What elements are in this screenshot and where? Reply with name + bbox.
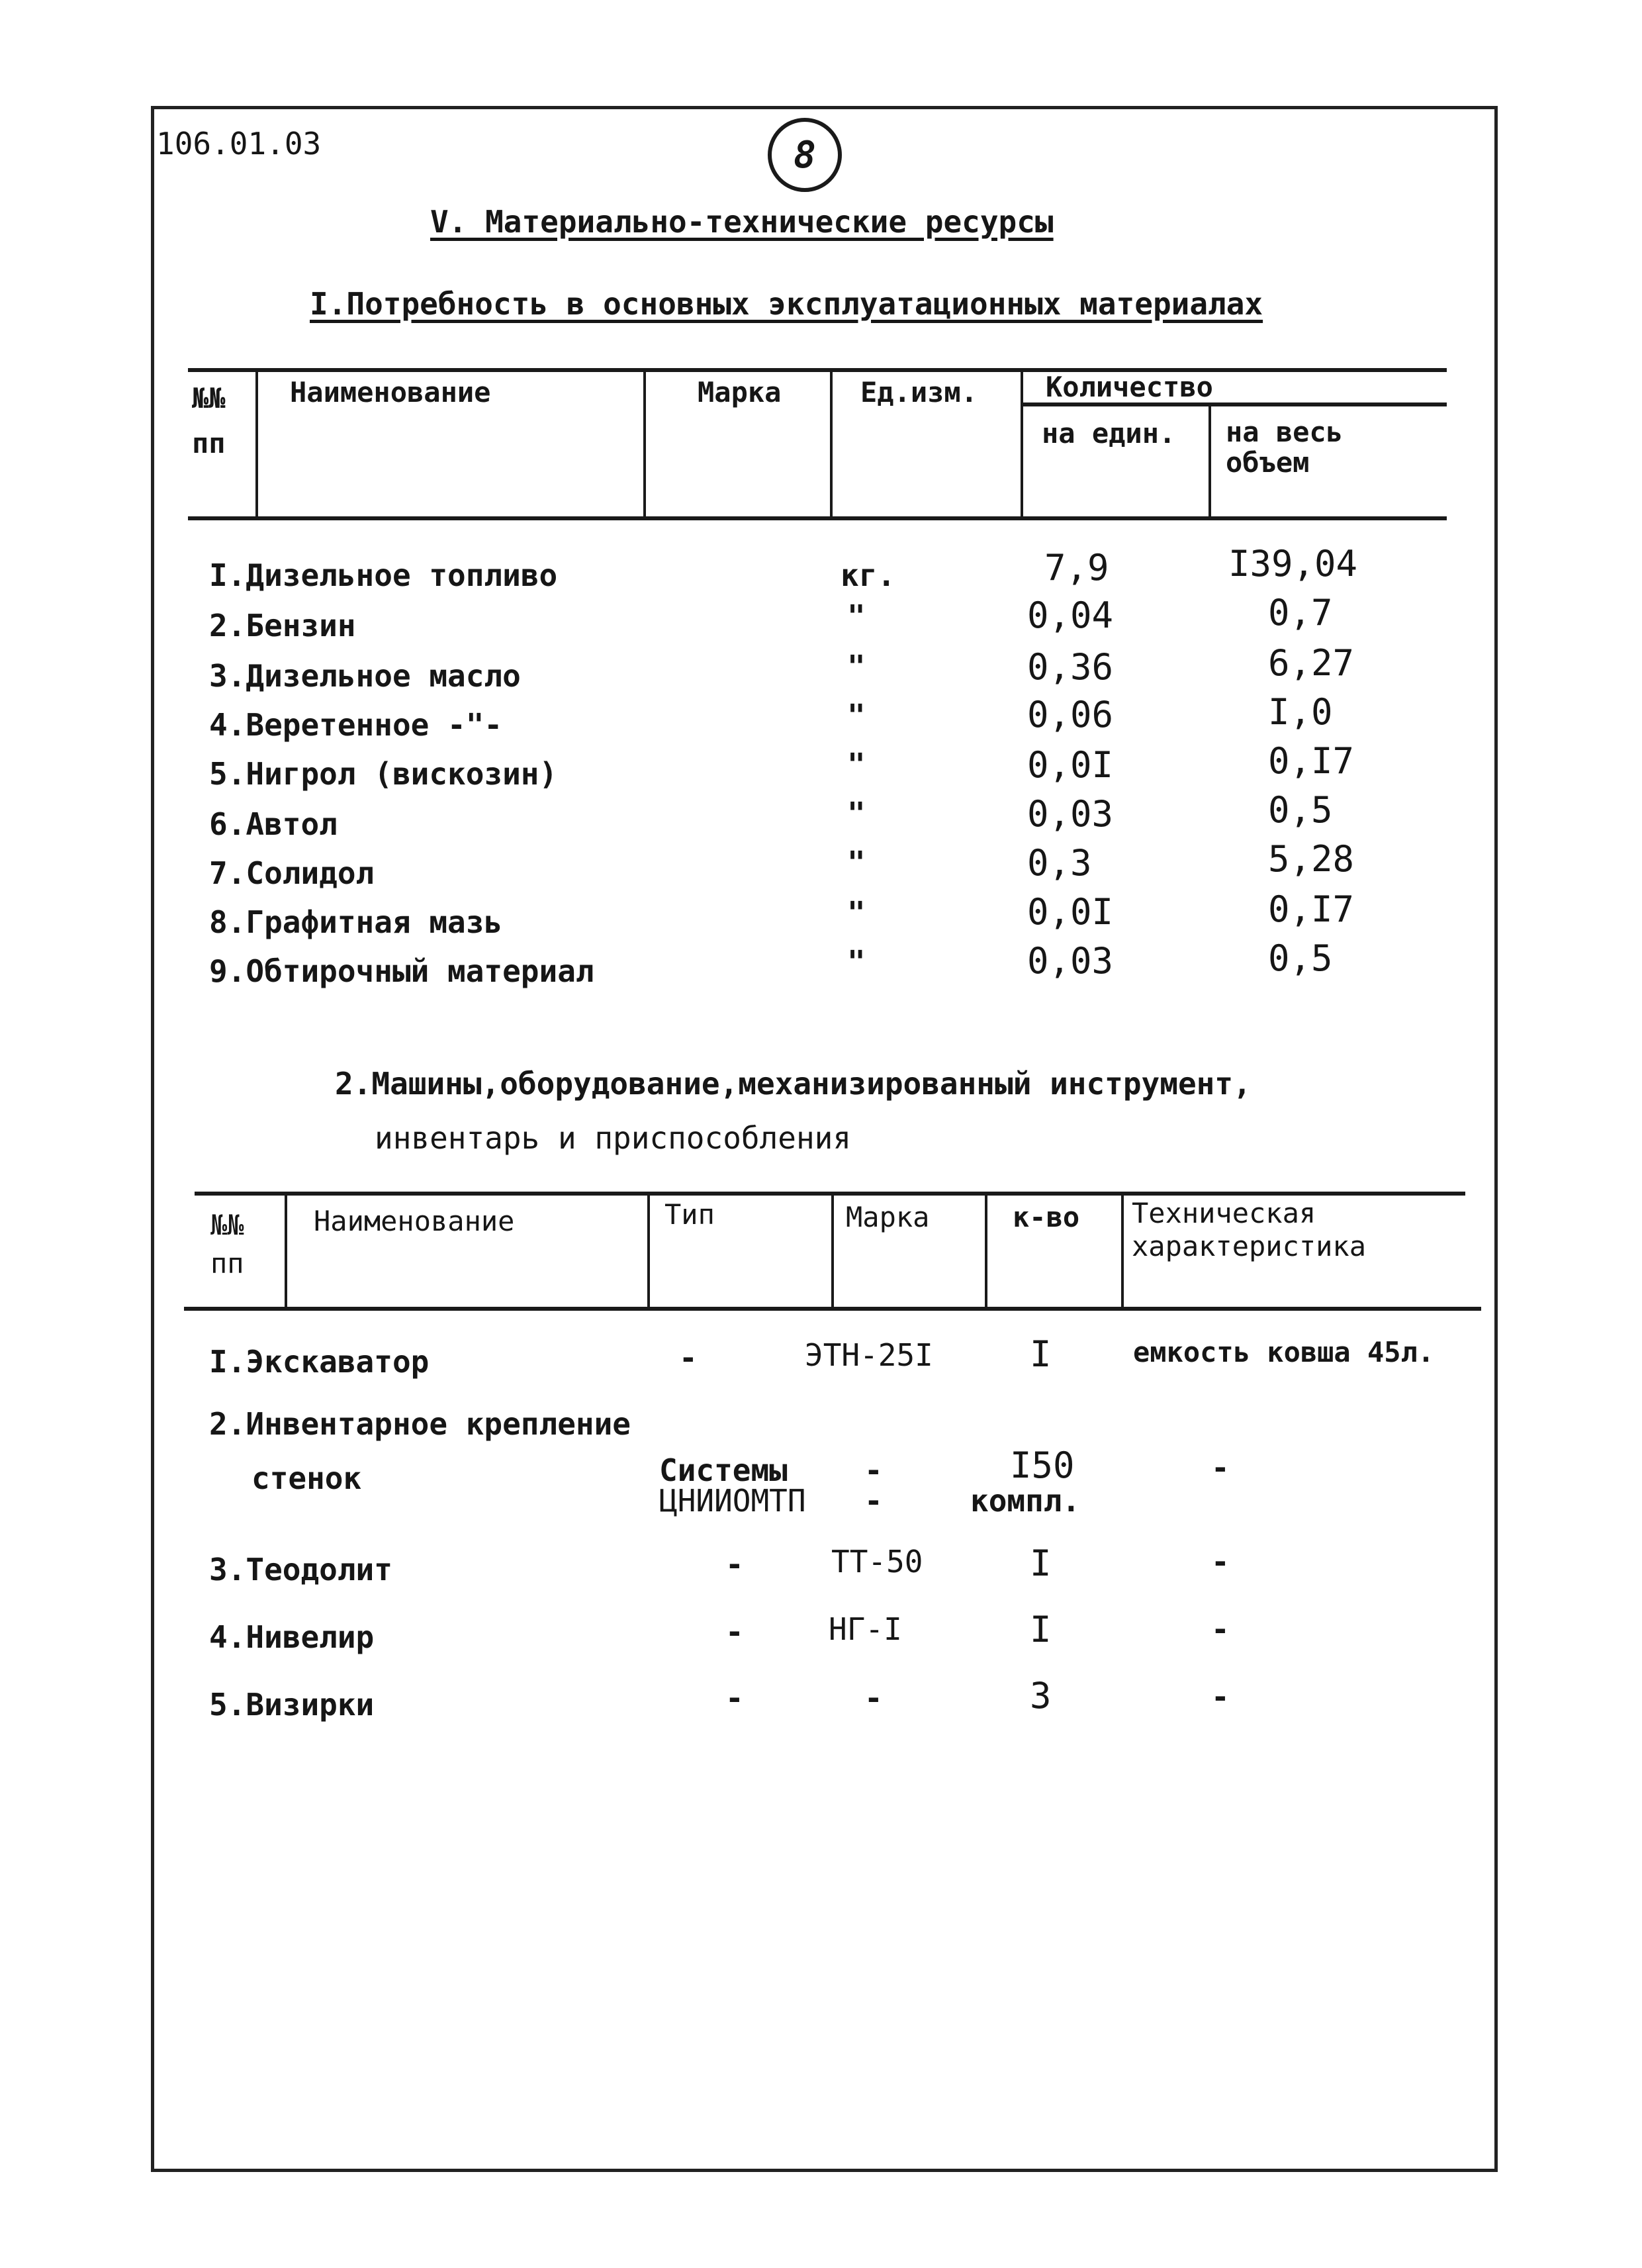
table1-row-unit: " bbox=[847, 944, 866, 980]
table1-row-total: 0,I7 bbox=[1268, 888, 1355, 930]
table1-row-name: 9.Обтирочный материал bbox=[209, 953, 594, 989]
table2-header-type: Тип bbox=[664, 1198, 715, 1231]
table2-row-qty: I bbox=[1030, 1542, 1052, 1584]
table1-header-quantity: Количество bbox=[1046, 371, 1213, 403]
table2-row-type-cont: ЦНИИОМТП bbox=[659, 1483, 806, 1519]
table1-row-per-unit: 0,04 bbox=[1027, 594, 1114, 636]
table1-row-total: 5,28 bbox=[1268, 838, 1355, 880]
table1-top-rule bbox=[188, 368, 1447, 372]
table1-row-unit: кг. bbox=[841, 557, 896, 593]
table1-row-total: 0,I7 bbox=[1268, 740, 1355, 782]
table1-row-name: 4.Веретенное -"- bbox=[209, 707, 503, 743]
table1-divider bbox=[830, 368, 833, 518]
table1-divider bbox=[255, 368, 258, 518]
table1-row-per-unit: 0,0I bbox=[1027, 744, 1114, 786]
table2-row-type: - bbox=[679, 1340, 698, 1376]
table2-row-qty: I bbox=[1030, 1333, 1052, 1375]
document-code: 106.01.03 bbox=[156, 126, 322, 162]
table1-row-name: I.Дизельное топливо bbox=[209, 557, 558, 593]
table2-row-mark: ТТ-50 bbox=[831, 1544, 923, 1580]
table2-row-name-cont: стенок bbox=[251, 1460, 362, 1496]
table2-title-line1: 2.Машины,оборудование,механизированный инструмент, bbox=[335, 1066, 1252, 1102]
table1-row-per-unit: 0,03 bbox=[1027, 940, 1114, 982]
table1-row-unit: " bbox=[847, 845, 866, 880]
table2-row-mark: - bbox=[864, 1452, 883, 1488]
table1-row-name: 8.Графитная мазь bbox=[209, 904, 503, 940]
page-frame-top bbox=[151, 106, 1498, 109]
table2-row-tech: - bbox=[1211, 1679, 1230, 1715]
table1-row-total: I,0 bbox=[1268, 691, 1333, 733]
table1-row-name: 7.Солидол bbox=[209, 855, 375, 891]
table2-header-mark: Марка bbox=[846, 1201, 930, 1233]
page-number-badge: 8 bbox=[768, 118, 842, 192]
table2-header-tech: Техническая характеристика bbox=[1132, 1197, 1367, 1262]
table2-row-type: - bbox=[725, 1546, 744, 1582]
table1-title: I.Потребность в основных эксплуатационных материалах bbox=[310, 286, 1263, 322]
table2-row-tech: емкость ковша 45л. bbox=[1133, 1336, 1435, 1368]
table1-row-unit: " bbox=[847, 895, 866, 931]
table2-row-mark: - bbox=[864, 1680, 883, 1716]
table2-row-name: 3.Теодолит bbox=[209, 1552, 392, 1587]
table1-header-bottom-rule bbox=[188, 516, 1447, 520]
table1-row-per-unit: 0,3 bbox=[1027, 842, 1092, 884]
table1-header-per-unit: на един. bbox=[1042, 417, 1176, 449]
table1-row-unit: " bbox=[847, 747, 866, 782]
table2-row-qty: I50 bbox=[1010, 1444, 1075, 1486]
table1-row-total: 0,5 bbox=[1268, 937, 1333, 979]
table1-row-per-unit: 0,03 bbox=[1027, 793, 1114, 835]
table1-header-total: на весь объем bbox=[1226, 416, 1344, 479]
table2-header-no: №№ пп bbox=[210, 1209, 244, 1280]
table2-row-qty: I bbox=[1030, 1609, 1052, 1650]
page-frame-right bbox=[1494, 106, 1498, 2171]
table1-header-name: Наименование bbox=[290, 376, 491, 408]
table2-row-name: 5.Визирки bbox=[209, 1687, 375, 1723]
table1-row-total: 0,5 bbox=[1268, 789, 1333, 831]
page-frame-left bbox=[151, 106, 154, 2171]
table1-row-per-unit: 0,06 bbox=[1027, 694, 1114, 735]
table2-row-name: 2.Инвентарное крепление bbox=[209, 1406, 631, 1442]
table2-header-qty: к-во bbox=[1013, 1201, 1080, 1233]
table1-row-unit: " bbox=[847, 796, 866, 831]
table1-row-per-unit: 0,36 bbox=[1027, 646, 1114, 688]
table2-row-qty-unit: компл. bbox=[970, 1483, 1081, 1519]
table2-row-tech: - bbox=[1211, 1544, 1230, 1580]
table1-header-unit: Ед.изм. bbox=[860, 376, 978, 408]
table1-row-total: 0,7 bbox=[1268, 592, 1333, 634]
table2-header-name: Наименование bbox=[314, 1205, 515, 1237]
table2-row-mark-cont: - bbox=[864, 1483, 883, 1519]
table1-divider bbox=[643, 368, 646, 518]
table2-row-tech: - bbox=[1211, 1611, 1230, 1647]
table2-divider bbox=[647, 1192, 650, 1308]
table1-row-per-unit: 0,0I bbox=[1027, 891, 1114, 933]
table2-row-mark: ЭТН-25I bbox=[805, 1337, 933, 1373]
table1-row-total: 6,27 bbox=[1268, 642, 1355, 684]
table1-row-unit: " bbox=[847, 698, 866, 733]
table2-divider bbox=[1121, 1192, 1124, 1308]
table2-divider bbox=[985, 1192, 987, 1308]
table1-row-name: 3.Дизельное масло bbox=[209, 658, 521, 694]
table2-divider bbox=[831, 1192, 834, 1308]
table2-divider bbox=[285, 1192, 287, 1308]
table1-row-unit: " bbox=[847, 598, 866, 634]
table2-row-tech: - bbox=[1211, 1450, 1230, 1486]
table1-row-name: 2.Бензин bbox=[209, 608, 356, 643]
table1-row-per-unit: 7,9 bbox=[1044, 547, 1109, 589]
table1-row-total: I39,04 bbox=[1228, 543, 1358, 585]
table2-row-type: - bbox=[725, 1680, 744, 1716]
page-frame-bottom bbox=[151, 2169, 1498, 2172]
table2-top-rule bbox=[195, 1192, 1465, 1196]
table1-row-unit: " bbox=[847, 649, 866, 685]
table2-row-type: Системы bbox=[659, 1452, 788, 1488]
table2-row-name: 4.Нивелир bbox=[209, 1619, 375, 1655]
table2-title-line2: инвентарь и приспособления bbox=[375, 1120, 852, 1156]
table2-row-mark: НГ-I bbox=[829, 1611, 902, 1647]
table1-divider bbox=[1209, 405, 1211, 518]
table2-row-type: - bbox=[725, 1614, 744, 1650]
section-title: V. Материально-технические ресурсы bbox=[430, 204, 1054, 240]
table1-divider bbox=[1021, 368, 1023, 518]
table1-header-no: №№ пп bbox=[192, 382, 226, 459]
table1-row-name: 6.Автол bbox=[209, 806, 338, 842]
table1-row-name: 5.Нигрол (вискозин) bbox=[209, 756, 558, 792]
table2-row-name: I.Экскаватор bbox=[209, 1344, 430, 1380]
table1-header-mark: Марка bbox=[698, 376, 782, 408]
table2-row-qty: 3 bbox=[1030, 1675, 1052, 1717]
